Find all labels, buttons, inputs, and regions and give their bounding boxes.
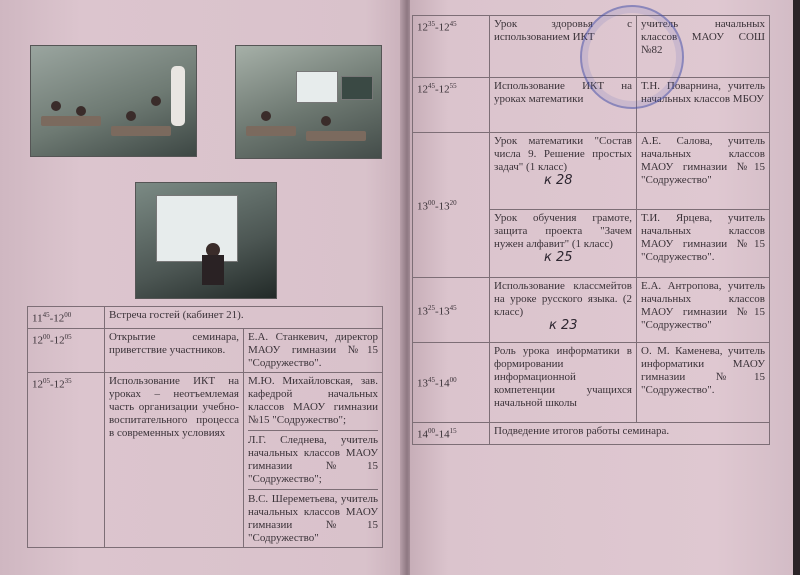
- time-cell: $13^{00}-13^{20}$: [413, 133, 490, 278]
- person-cell: О. М. Каменева, учитель информатики МАОУ гимназии №15 "Содружество".: [637, 343, 770, 423]
- person-cell: учитель начальных классов МАОУ СОШ №82: [637, 16, 770, 78]
- handwritten-room-mark: к 25: [544, 250, 573, 265]
- time-cell: $12^{45}-12^{55}$: [413, 78, 490, 133]
- person-entry: В.С. Шереметьева, учитель начальных классов МАОУ гимназии №15 "Содружество": [248, 489, 378, 545]
- event-cell: Использование ИКТ на уроках математики: [490, 78, 637, 133]
- official-stamp: [580, 5, 684, 109]
- classroom-photo-1: [30, 45, 197, 157]
- person-cell: А.Е. Салова, учитель начальных классов МАОУ гимназии №15 "Содружество": [637, 133, 770, 210]
- table-row: [28, 307, 383, 329]
- person-cell: Т.Н. Поварнина, учитель начальных классов МБОУ: [637, 78, 770, 133]
- person-cell: Е.А. Антропова, учитель начальных классов МАОУ гимназии №15 "Содружество": [637, 278, 770, 343]
- table-row: [413, 278, 770, 343]
- person-cell: Е.А. Станкевич, директор МАОУ гимназии №15 "Содружество".: [244, 328, 383, 372]
- person-cell: [244, 372, 383, 547]
- right-page: [410, 0, 793, 575]
- event-cell: Использование ИКТ на уроках – неотъемлемая часть организации учебно-воспитательного процесса в современных условиях: [105, 372, 244, 547]
- person-entry: М.Ю. Михайловская, зав. кафедрой начальных классов МАОУ гимназии №15 "Содружество";: [248, 374, 378, 426]
- event-cell: Урок математики "Состав числа 9. Решение простых задач" (1 класс) к 28: [490, 133, 637, 210]
- table-row: [413, 133, 770, 210]
- event-cell: Урок обучения грамоте, защита проекта "Зачем нужен алфавит" (1 класс) к 25: [490, 210, 637, 278]
- event-cell: Открытие семинара, приветствие участников.: [105, 328, 244, 372]
- person-cell: Т.И. Ярцева, учитель начальных классов МАОУ гимназии №15 "Содружество".: [637, 210, 770, 278]
- event-cell: Роль урока информатики в формировании информационной компетенции учащихся начальной школы: [490, 343, 637, 423]
- event-cell: Использование классмейтов на уроке русского языка. (2 класс) к 23: [490, 278, 637, 343]
- table-row: [413, 423, 770, 445]
- time-cell: $13^{25}-13^{45}$: [413, 278, 490, 343]
- time-cell: $13^{45}-14^{00}$: [413, 343, 490, 423]
- table-row: [28, 372, 383, 547]
- time-cell: $12^{05}-12^{35}$: [28, 372, 105, 547]
- person-entry: Л.Г. Следнева, учитель начальных классов МАОУ гимназии №15 "Содружество";: [248, 430, 378, 486]
- event-cell: Встреча гостей (кабинет 21).: [105, 307, 383, 329]
- time-cell: $12^{00}-12^{05}$: [28, 328, 105, 372]
- time-cell: $11^{45}-12^{00}$: [28, 307, 105, 329]
- handwritten-room-mark: к 23: [549, 318, 578, 333]
- handwritten-room-mark: к 28: [544, 173, 573, 188]
- left-schedule-table: [27, 306, 383, 548]
- classroom-photo-3: [135, 182, 277, 299]
- time-cell: $12^{35}-12^{45}$: [413, 16, 490, 78]
- page-edge: [793, 0, 800, 575]
- classroom-photo-2: [235, 45, 382, 159]
- event-cell: Урок здоровья с использованием ИКТ: [490, 16, 637, 78]
- event-cell: Подведение итогов работы семинара.: [490, 423, 770, 445]
- table-row: [413, 343, 770, 423]
- time-cell: $14^{00}-14^{15}$: [413, 423, 490, 445]
- table-row: [28, 328, 383, 372]
